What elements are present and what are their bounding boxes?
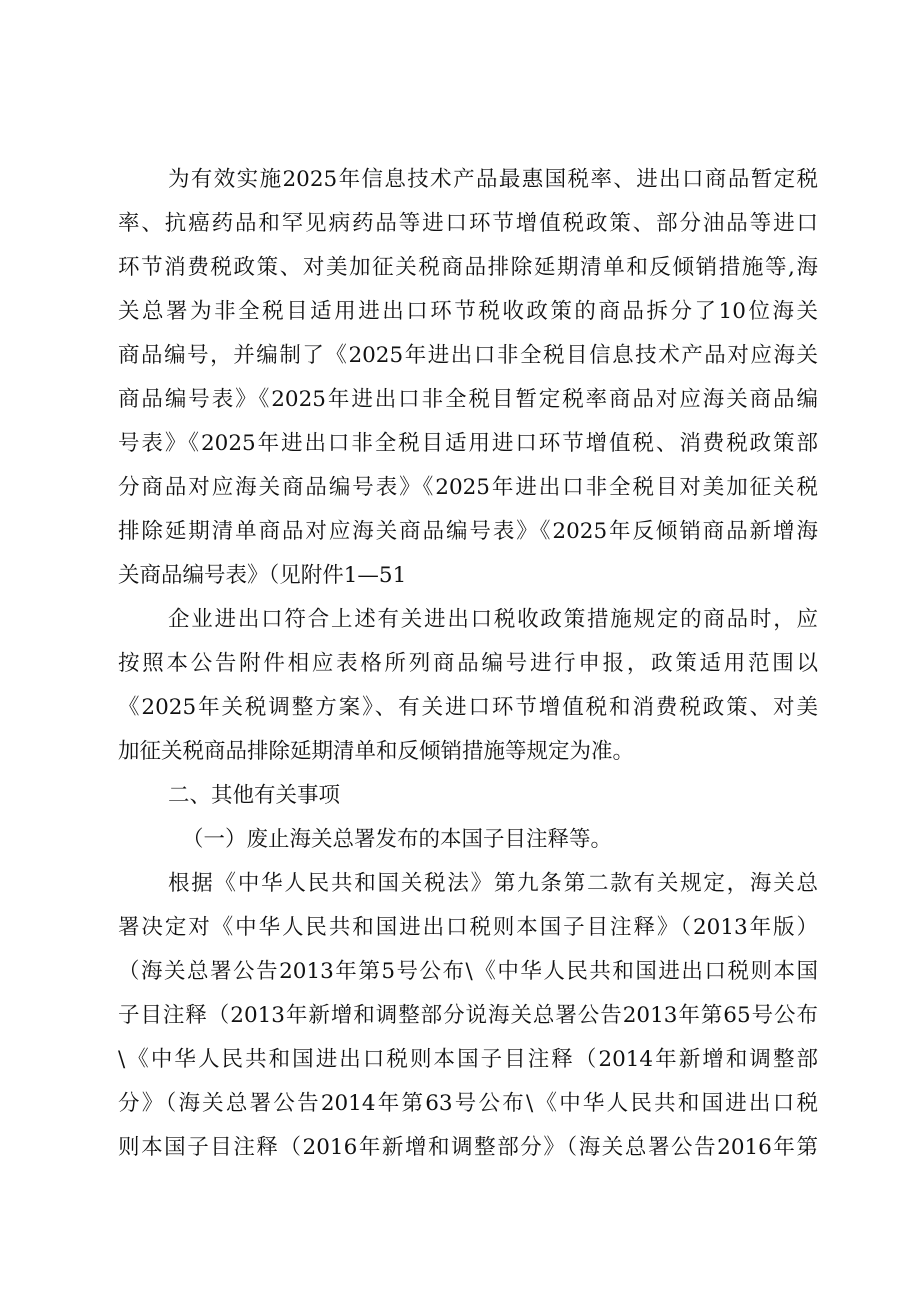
paragraph1-line-3: 环节消费税政策、对美加征关税商品排除延期清单和反倾销措施等,海: [118, 255, 818, 280]
paragraph1-line-6: 商品编号表》《2025年进出口非全税目暂定税率商品对应海关商品编: [118, 387, 818, 412]
paragraph1-line-7: 号表》《2025年进出口非全税目适用进口环节增值税、消费税政策部: [118, 431, 818, 456]
paragraph3-line-1: 根据《中华人民共和国关税法》第九条第二款有关规定，海关总: [168, 871, 818, 896]
subsection-heading: （一）废止海关总署发布的本国子目注释等。: [182, 827, 613, 852]
paragraph3-line-2: 署决定对《中华人民共和国进出口税则本国子目注释》（2013年版）: [118, 915, 818, 940]
paragraph1-line-5: 商品编号，并编制了《2025年进出口非全税目信息技术产品对应海关: [118, 343, 818, 368]
paragraph3-line-6: 分》（海关总署公告2014年第63号公布\《中华人民共和国进出口税: [118, 1091, 818, 1116]
paragraph1-line-2: 率、抗癌药品和罕见病药品等进口环节增值税政策、部分油品等进口: [118, 211, 818, 236]
paragraph2-line-4: 加征关税商品排除延期清单和反倾销措施等规定为准。: [118, 739, 635, 764]
paragraph2-line-2: 按照本公告附件相应表格所列商品编号进行申报，政策适用范围以: [118, 651, 818, 676]
paragraph1-line-10: 关商品编号表》（见附件1—51: [118, 563, 407, 588]
paragraph3-line-5: \《中华人民共和国进出口税则本国子目注释（2014年新增和调整部: [118, 1047, 818, 1072]
paragraph1-line-8: 分商品对应海关商品编号表》《2025年进出口非全税目对美加征关税: [118, 475, 818, 500]
paragraph2-line-1: 企业进出口符合上述有关进出口税收政策措施规定的商品时，应: [168, 607, 818, 632]
paragraph2-line-3: 《2025年关税调整方案》、有关进口环节增值税和消费税政策、对美: [118, 695, 818, 720]
paragraph1-line-1: 为有效实施2025年信息技术产品最惠国税率、进出口商品暂定税: [168, 167, 818, 192]
paragraph1-line-9: 排除延期清单商品对应海关商品编号表》《2025年反倾销商品新增海: [118, 519, 818, 544]
paragraph3-line-7: 则本国子目注释（2016年新增和调整部分》（海关总署公告2016年第: [118, 1135, 818, 1160]
paragraph1-line-4: 关总署为非全税目适用进出口环节税收政策的商品拆分了10位海关: [118, 299, 818, 324]
section-heading: 二、其他有关事项: [168, 783, 341, 808]
paragraph3-line-3: （海关总署公告2013年第5号公布\《中华人民共和国进出口税则本国: [118, 959, 818, 984]
paragraph3-line-4: 子目注释（2013年新增和调整部分说海关总署公告2013年第65号公布: [118, 1003, 818, 1028]
